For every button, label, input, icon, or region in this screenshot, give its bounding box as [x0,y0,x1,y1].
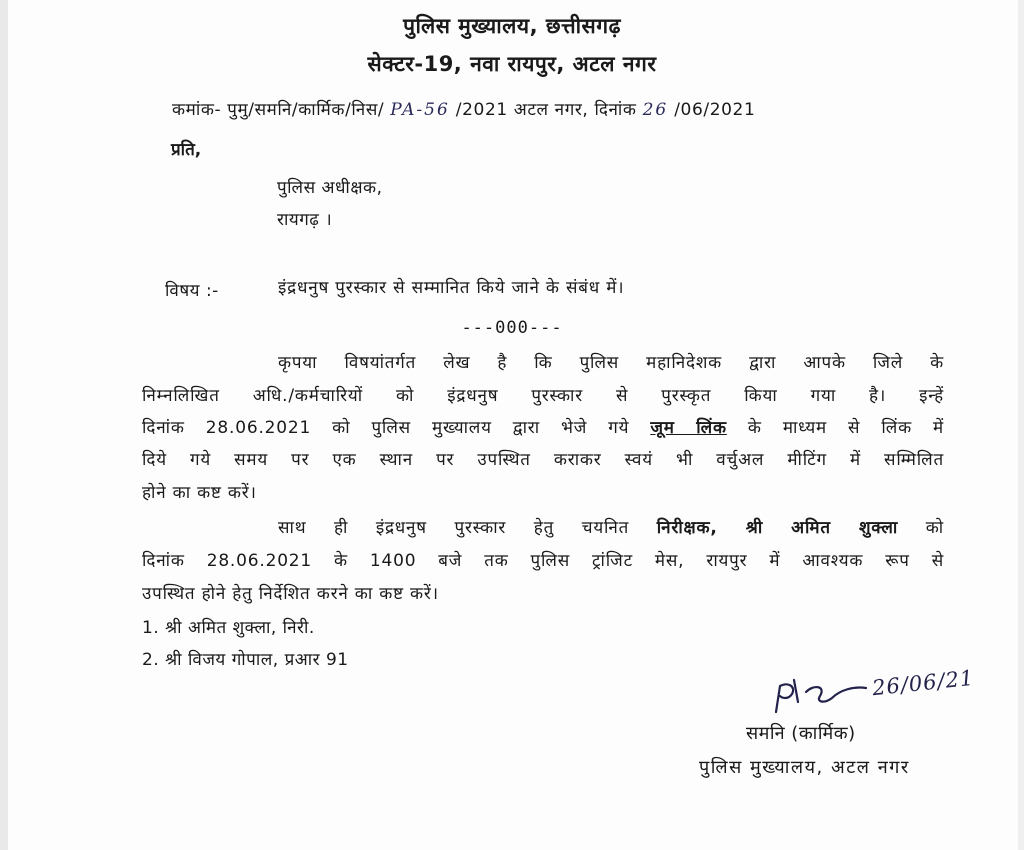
reference-line [172,97,755,120]
body-text-segment: को [925,518,944,538]
signature-date: 26/06/21 [871,665,976,701]
body-text-segment: दिनांक 28.06.2021 को पुलिस मुख्यालय द्वारा भेजे गये [142,418,630,438]
body-text-segment: साथ ही इंद्रधनुष पुरस्कार हेतु चयनित [278,518,630,538]
reference-date-rest: /06/2021 [674,100,756,120]
reference-prefix: कमांक- पुमु/समनि/कार्मिक/निस/ [172,100,385,120]
letterhead-address: सेक्टर-19, नवा रायपुर, अटल नगर [367,52,657,76]
body-text-segment: के माध्यम से लिंक में [747,418,944,438]
recipient-prefix: प्रति, [171,140,202,160]
letterhead-office: पुलिस मुख्यालय, छत्तीसगढ़ [403,14,621,38]
body-paragraph-1-line-3 [142,415,944,438]
recipient-line-1: पुलिस अधीक्षक, [277,178,383,198]
section-divider: ---000--- [461,318,563,338]
page-right-edge [1018,0,1024,850]
handwritten-reference-number: PA-56 [390,100,450,120]
reference-suffix: /2021 अटल नगर, दिनांक [455,100,637,120]
body-paragraph-2-line-1 [278,515,944,538]
signatory-office: पुलिस मुख्यालय, अटल नगर [699,757,910,778]
handwritten-date-day: 26 [642,100,669,120]
zoom-link-text: जूम लिंक [650,418,727,438]
awardee-name-bold: निरीक्षक, श्री अमित शुक्ला [656,518,899,538]
subject-label: विषय :- [165,281,219,301]
body-paragraph-2-line-3: उपस्थित होने हेतु निर्देशित करने का कष्ट करें। [142,584,439,604]
body-paragraph-1-line-1: कृपया विषयांतर्गत लेख है कि पुलिस महानिदेशक द्वारा आपके जिले के [278,353,944,373]
body-paragraph-1-line-4: दिये गये समय पर एक स्थान पर उपस्थित कराकर स्वयं भी वर्चुअल मीटिंग में सम्मिलित [142,450,944,470]
body-paragraph-1-line-5: होने का कष्ट करें। [142,483,257,503]
list-item: 2. श्री विजय गोपाल, प्रआर 91 [142,650,349,670]
body-paragraph-1-line-2: निम्नलिखित अधि./कर्मचारियों को इंद्रधनुष पुरस्कार से पुरस्कृत किया गया है। इन्हें [142,386,944,406]
signatory-title: समनि (कार्मिक) [746,723,856,744]
subject-text: इंद्रधनुष पुरस्कार से सम्मानित किये जाने के संबंध में। [278,278,625,298]
handwritten-signature [770,672,870,720]
page-left-edge [0,0,8,850]
recipient-line-2: रायगढ़ । [277,210,333,230]
body-paragraph-2-line-2: दिनांक 28.06.2021 के 1400 बजे तक पुलिस ट्रांजिट मेस, रायपुर में आवश्यक रूप से [142,551,944,571]
list-item: 1. श्री अमित शुक्ला, निरी. [142,618,315,638]
